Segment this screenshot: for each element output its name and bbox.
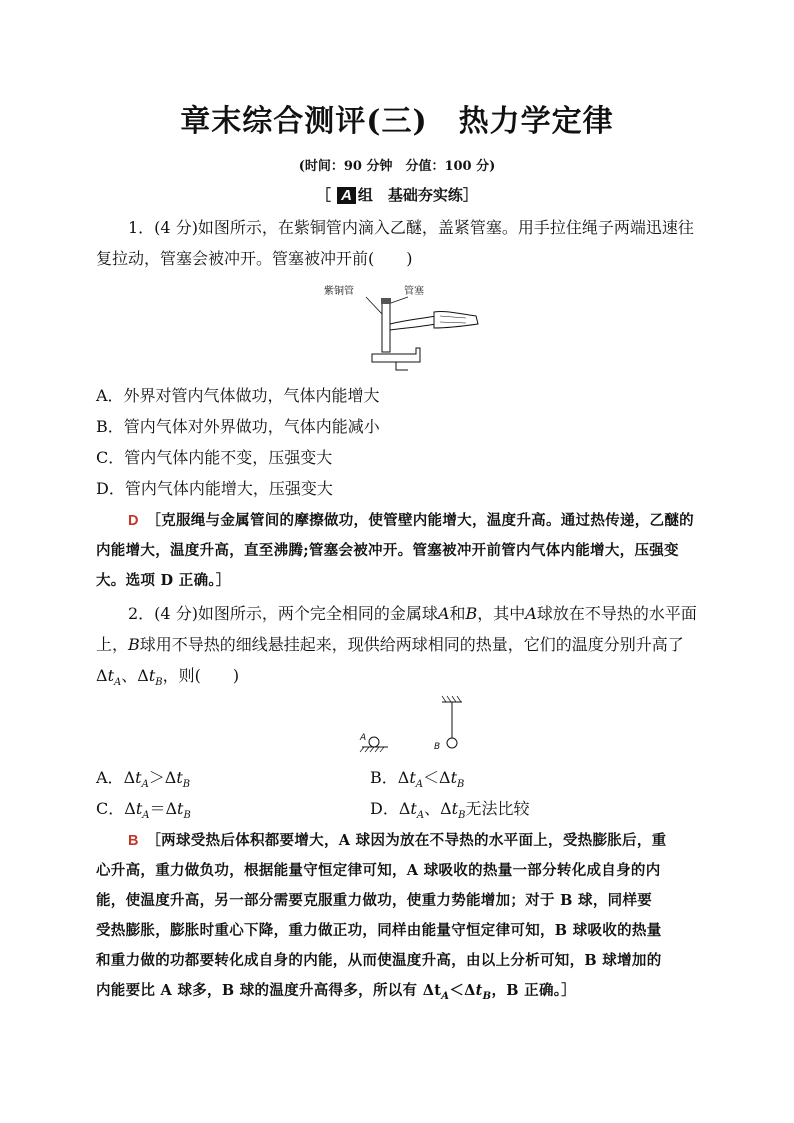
q2-and: 和	[449, 604, 466, 623]
group-label: 组 基础夯实练	[357, 186, 463, 204]
q2-answer-line-4: 受热膨胀，膨胀时重心下降，重力做正功，同样由能量守恒定律可知，B 球吸收的热量	[96, 922, 662, 939]
q2-answer-letter: B	[128, 833, 139, 849]
q1-answer-text: ［克服绳与金属管间的摩擦做功，使管壁内能增大，温度升高。通过热传递，乙醚的内能增大，温度升高，直至沸腾;管塞会被冲开。管塞被冲开前管内气体内能增大，压强变大。选项 D 正确。］	[96, 512, 694, 589]
q2-option-b-label: B．	[370, 768, 398, 787]
q2-ball-a-2: A	[525, 604, 537, 623]
q1-option-a: A．外界对管内气体做功，气体内能增大	[96, 386, 380, 405]
q2-answer-line-2: 心升高，重力做负功，根据能量守恒定律可知，A 球吸收的热量一部分转化成自身的内	[96, 862, 661, 879]
tube-label: 紫铜管	[324, 286, 354, 297]
q2-option-d-label: D．	[370, 799, 399, 818]
q2-stem: 2．(4 分)如图所示，两个完全相同的金属球A和B，其中A球放在不导热的水平面上，B球用不导热的细线悬挂起来，现供给两球相同的热量，它们的温度分别升高了 $\Delta t_A$、$\Delta t_B$，则( )	[96, 604, 697, 689]
q1-answer	[96, 506, 700, 596]
q1-option-b: B．管内气体对外界做功，气体内能减小	[96, 417, 380, 436]
q1-stem: 1．(4 分)如图所示，在紫铜管内滴入乙醚，盖紧管塞。用手拉住绳子两端迅速往复拉动，管塞会被冲开。管塞被冲开前( )	[96, 218, 694, 268]
q2-option-d: D．$\Delta t_A$、$\Delta t_B$无法比较	[370, 799, 530, 822]
q2-ball-a: A	[437, 604, 450, 623]
q2-stem-end: ，则( )	[162, 666, 240, 685]
q2-stem-sep: 、	[121, 666, 138, 685]
group-open: ［	[316, 186, 332, 204]
group-heading	[0, 184, 794, 205]
q2-option-d-tail: 无法比较	[465, 799, 530, 818]
q2-answer-line-6: 内能要比 A 球多，B 球的温度升高得多，所以有 $\Delta t_A<\Delta t_B$，B 正确。］	[96, 982, 577, 1002]
q1-answer-letter: D	[128, 513, 139, 529]
q2-ball-b: B	[465, 604, 478, 623]
exam-meta: (时间：90 分钟 分值：100 分)	[298, 159, 496, 174]
q2-stem-part4: 上，	[96, 635, 129, 654]
q2-answer-line-3: 能，使温度升高，另一部分需要克服重力做功，使重力势能增加；对于 B 球，同样要	[96, 892, 653, 909]
q2-ball-b-2: B	[128, 635, 140, 654]
copper-tube-figure	[316, 282, 486, 372]
q2-stem-part1: 2．(4 分)如图所示，两个完全相同的金属球	[128, 604, 438, 623]
q2-stem-part2: ，其中	[477, 604, 526, 623]
figure-label-a: A	[360, 733, 367, 743]
q2-answer	[96, 826, 700, 1012]
figure-label-b: B	[434, 742, 441, 752]
q2-stem-part5: 球用不导热的细线悬挂起来，现供给两球相同的热量，它们的温度分别升高了	[139, 635, 684, 654]
q2-option-a: A．$\Delta t_A>\Delta t_B$	[96, 768, 191, 791]
plug-label: 管塞	[404, 286, 424, 297]
q2-answer-line-5: 和重力做的功都要转化成自身的内能，从而使温度升高，由以上分析可知，B 球增加的	[96, 952, 662, 969]
page-title: 章末综合测评(三) 热力学定律	[180, 104, 614, 139]
group-close: ］	[462, 186, 478, 204]
group-badge: A	[337, 187, 356, 204]
q2-option-c: C．$\Delta t_A=\Delta t_B$	[96, 799, 191, 822]
q1-option-c: C．管内气体内能不变，压强变大	[96, 448, 333, 467]
q2-stem-part3: 球放在不导热的水平面	[536, 604, 697, 623]
two-balls-figure	[358, 694, 468, 756]
q2-option-c-label: C．	[96, 799, 125, 818]
q2-option-a-label: A．	[96, 768, 124, 787]
q2-option-b: B．$\Delta t_A<\Delta t_B$	[370, 768, 465, 791]
q1-option-d: D．管内气体内能增大，压强变大	[96, 479, 333, 498]
q2-answer-line-1: ［两球受热后体积都要增大，A 球因为放在不导热的水平面上，受热膨胀后，重	[153, 832, 667, 849]
